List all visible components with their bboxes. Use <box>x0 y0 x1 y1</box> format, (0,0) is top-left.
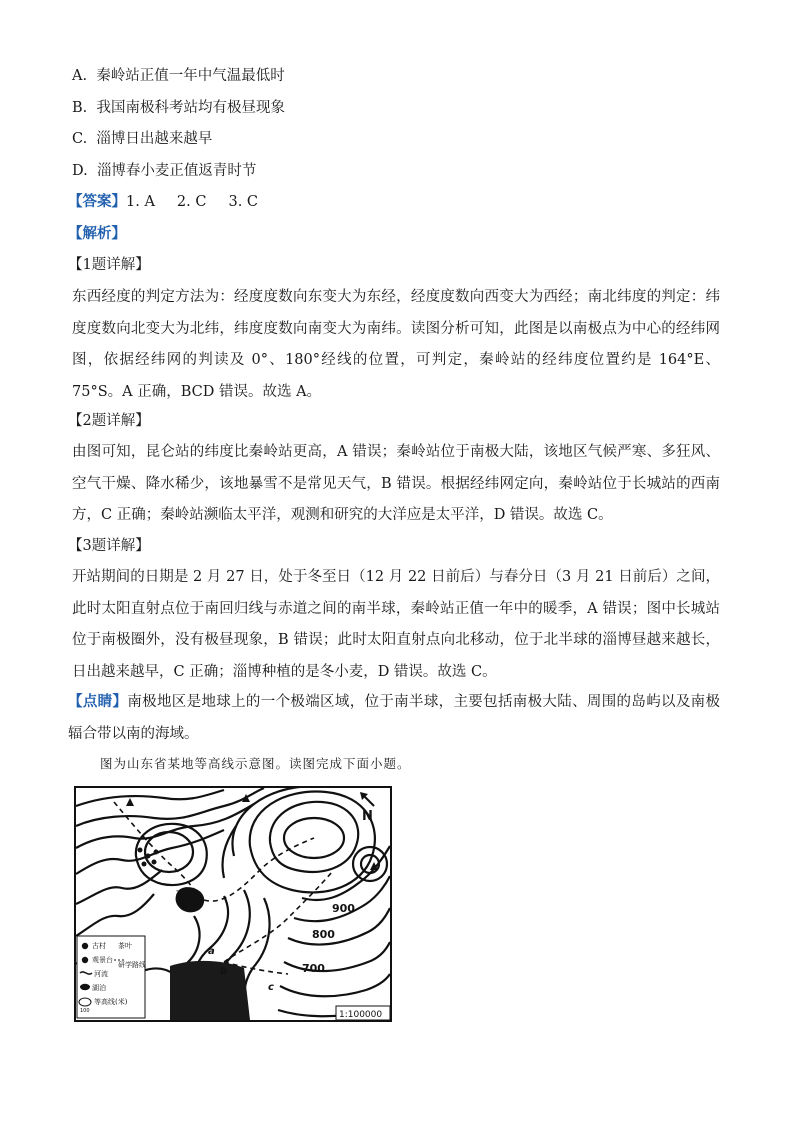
option-c: C. 淄博日出越来越早 <box>72 131 213 147</box>
contour-label-800: 800 <box>312 928 335 941</box>
legend-viewing-platform: 观景台 <box>92 956 113 964</box>
tip-label: 【点睛】 <box>68 693 128 710</box>
legend-study-route: 研学路线 <box>118 961 146 969</box>
label-li: 李 <box>176 890 186 901</box>
legend-ancient-village: 古村 <box>92 942 106 950</box>
option-b: B. 我国南极科考站均有极昼现象 <box>72 100 285 116</box>
option-d: D. 淄博春小麦正值返青时节 <box>72 163 257 179</box>
answer-line: 【答案】1. A 2. C 3. C <box>68 193 259 210</box>
q3-heading: 【3题详解】 <box>68 538 150 554</box>
q3-body: 开站期间的日期是 2 月 27 日，处于冬至日（12 月 22 日前后）与春分日（3 月 21 日前后）之间，此时太阳直射点位于南回归线与赤道之间的南半球，秦岭站正值一年中的暖季，A 错误；图中长城站位于南极圈外，没有极昼现象，B 错误；此时太阳直射点向北移动，位于北半球的淄博昼越来越长，日出越来越早，C 正确；淄博种植的是冬小麦，D 错误。故选 C。 <box>72 569 720 680</box>
q2-body: 由图可知，昆仑站的纬度比秦岭站更高，A 错误；秦岭站位于南极大陆，该地区气候严寒、多狂风、空气干燥、降水稀少，该地暴雪不是常见天气，B 错误。根据经纬网定向，秦岭站位于长城站的西南方，C 正确；秦岭站濒临太平洋，观测和研究的大洋应是太平洋，D 错误。故选 C。 <box>72 444 720 523</box>
svg-text:100: 100 <box>80 1008 90 1014</box>
label-b: b <box>220 966 228 977</box>
legend-lake: 湖泊 <box>92 984 106 992</box>
q2-heading: 【2题详解】 <box>68 413 150 429</box>
legend-river: 河流 <box>94 970 108 978</box>
label-c: c <box>268 982 274 993</box>
q1-heading: 【1题详解】 <box>68 257 150 273</box>
option-a: A. 秦岭站正值一年中气温最低时 <box>72 68 285 84</box>
north-label: N <box>362 809 373 824</box>
legend-contour: 等高线(米) <box>94 998 128 1006</box>
q1-body: 东西经度的判定方法为：经度度数向东变大为东经，经度度数向西变大为西经；南北纬度的判定：纬度度数向北变大为北纬，纬度度数向南变大为南纬。读图分析可知，此图是以南极点为中心的经纬网图，依据经纬网的判读及 0°、180°经线的位置，可判定，秦岭站的经纬度位置约是 164°E、75°S。A 正确，BCD 错误。故选 A。 <box>72 289 720 400</box>
contour-label-700: 700 <box>302 962 325 975</box>
label-a: a <box>208 946 215 957</box>
legend-tea-garden: 茶叶 <box>118 942 132 950</box>
scale-label: 1:100000 <box>339 1010 383 1020</box>
contour-map <box>74 786 392 1022</box>
answer-label: 【答案】 <box>68 193 126 210</box>
contour-label-900: 900 <box>332 902 355 915</box>
analysis-label: 【解析】 <box>68 225 126 242</box>
tip-paragraph: 【点睛】南极地区是地球上的一个极端区域，位于南半球，主要包括南极大陆、周围的岛屿以及南极辐合带以南的海域。 <box>68 693 721 742</box>
figure-caption: 图为山东省某地等高线示意图。读图完成下面小题。 <box>100 756 411 771</box>
